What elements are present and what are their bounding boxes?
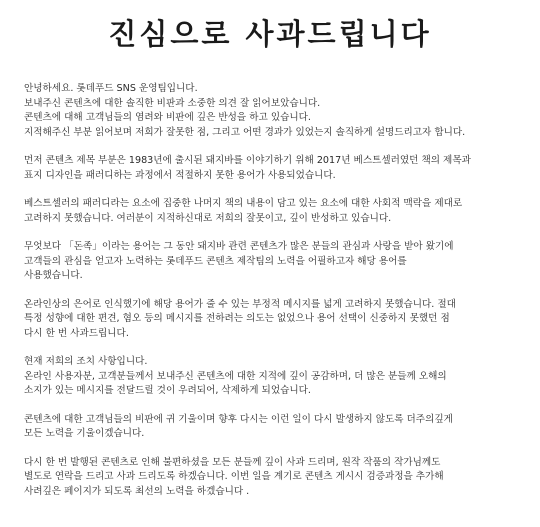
text-line: 다시 한 번 발행된 콘텐츠로 인해 불편하셨을 모든 분들께 깊이 사과 드리며, 원작 작품의 작가님께도 (24, 456, 441, 468)
text-line: 별도로 연락을 드리고 사과 드리도록 하겠습니다. 이번 일을 계기로 콘텐츠 게시시 검증과정을 추가해 (24, 471, 444, 482)
notice-body (24, 82, 524, 513)
text-line: 사려깊은 페이지가 되도록 최선의 노력을 하겠습니다 . (24, 485, 250, 497)
text-line: 먼저 콘텐츠 제목 부분은 1983년에 출시된 돼지바를 이야기하기 위해 2017년 베스트셀러였던 책의 제목과 (24, 155, 471, 166)
text-line: 온라인 사용자분, 고객분들께서 보내주신 콘텐츠에 대한 지적에 깊이 공감하며, 더 많은 분들께 오해의 (24, 370, 447, 382)
paragraph-intent (24, 298, 524, 342)
text-line: 소지가 있는 메시지를 전달드릴 것이 우려되어, 삭제하게 되었습니다. (24, 385, 311, 396)
text-line: 온라인상의 은어로 인식했기에 해당 용어가 줄 수 있는 부정적 메시지를 넓게 고려하지 못했습니다. 절대 (24, 298, 456, 310)
paragraph-actions (24, 355, 524, 399)
text-line: 무엇보다 「돈족」이라는 용어는 그 동안 돼지바 관련 콘텐츠가 많은 분들의 관심과 사랑을 받아 왔기에 (24, 241, 454, 252)
notice-title: 진심으로 사과드립니다 (108, 17, 432, 51)
text-line: 고객들의 관심을 얻고자 노력하는 롯데푸드 콘텐츠 제작팀의 노력을 어필하고자 해당 용어를 (24, 255, 407, 267)
paragraph-greeting (24, 82, 524, 140)
text-line: 콘텐츠에 대한 고객님들의 비판에 귀 기울이며 향후 다시는 이런 일이 다시 발생하지 않도록 더주의깊게 (24, 413, 453, 425)
paragraph-context (24, 197, 524, 226)
paragraph-title-explanation (24, 154, 524, 183)
text-line: 표지 디자인을 패러디하는 과정에서 적절하지 못한 용어가 사용되었습니다. (24, 169, 336, 181)
text-line: 사용했습니다. (24, 270, 83, 281)
text-line: 다시 한 번 사과드립니다. (24, 327, 129, 339)
text-line: 보내주신 콘텐츠에 대한 솔직한 비판과 소중한 의견 잘 읽어보았습니다. (24, 97, 321, 109)
paragraph-closing (24, 456, 524, 500)
text-line: 모든 노력을 기울이겠습니다. (24, 428, 145, 439)
text-line: 지적해주신 부분 읽어보며 저희가 잘못한 점, 그리고 어떤 경과가 있었는지 솔직하게 설명드리고자 합니다. (24, 126, 466, 138)
text-line: 고려하지 못했습니다. 여러분이 지적하신대로 저희의 잘못이고, 깊이 반성하고 있습니다. (24, 212, 392, 224)
text-line: 안녕하세요. 롯데푸드 SNS 운영팀입니다. (24, 83, 198, 94)
text-line: 콘텐츠에 대해 고객님들의 염려와 비판에 깊은 반성을 하고 있습니다. (24, 112, 311, 123)
paragraph-term (24, 240, 524, 284)
paragraph-commitment (24, 413, 524, 442)
text-line: 현재 저희의 조치 사항입니다. (24, 356, 148, 367)
text-line: 베스트셀러의 패러디라는 요소에 집중한 나머지 책의 내용이 담고 있는 요소에 대한 사회적 맥락을 제대로 (24, 198, 463, 209)
text-line: 특정 성향에 대한 편견, 혐오 등의 메시지를 전하려는 의도는 없었으나 용어 선택이 신중하지 못했던 점 (24, 313, 450, 324)
